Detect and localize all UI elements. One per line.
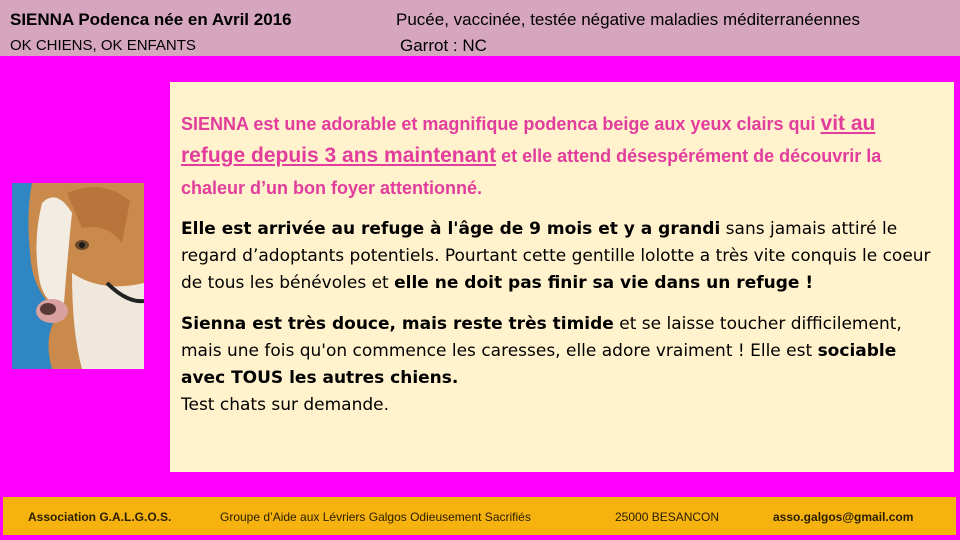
compatibility-text: OK CHIENS, OK ENFANTS <box>10 37 196 54</box>
association-name: Association G.A.L.G.O.S. <box>28 510 172 524</box>
lead-paragraph: SIENNA est une adorable et magnifique podenca beige aux yeux clairs qui vit au refuge depuis 3 ans maintenant et elle attend désespérément de découvrir la chaleur d’un bon foyer attentionné. <box>181 112 882 198</box>
association-city: 25000 BESANCON <box>615 510 720 524</box>
temperament-paragraph: Sienna est très douce, mais reste très timide et se laisse toucher difficilement, mais une fois qu'on commence les caresses, elle adore vraiment ! Elle est sociable avec TOUS les autres chiens. Test chats sur demande. <box>181 314 902 415</box>
dog-title: SIENNA Podenca née en Avril 2016 <box>10 10 292 29</box>
association-meaning: Groupe d’Aide aux Lévriers Galgos Odieusement Sacrifiés <box>220 510 531 524</box>
refuge-duration-text: vit au refuge depuis 3 ans maintenant <box>181 112 876 167</box>
contact-email[interactable]: asso.galgos@gmail.com <box>773 510 914 524</box>
footer-bar <box>3 497 956 535</box>
health-status-text: Pucée, vaccinée, testée négative maladies méditerranéennes <box>396 10 861 29</box>
description-panel <box>170 82 954 472</box>
dog-photo <box>12 183 144 369</box>
header-bar <box>0 0 960 56</box>
cats-test-text: Test chats sur demande. <box>181 395 390 415</box>
garrot-text: Garrot : NC <box>400 36 487 55</box>
history-paragraph: Elle est arrivée au refuge à l'âge de 9 mois et y a grandi sans jamais attiré le regard d’adoptants potentiels. Pourtant cette gentille lolotte a très vite conquis le coeur de tous les bénévoles et elle ne doit pas finir sa vie dans un refuge ! <box>181 219 931 293</box>
